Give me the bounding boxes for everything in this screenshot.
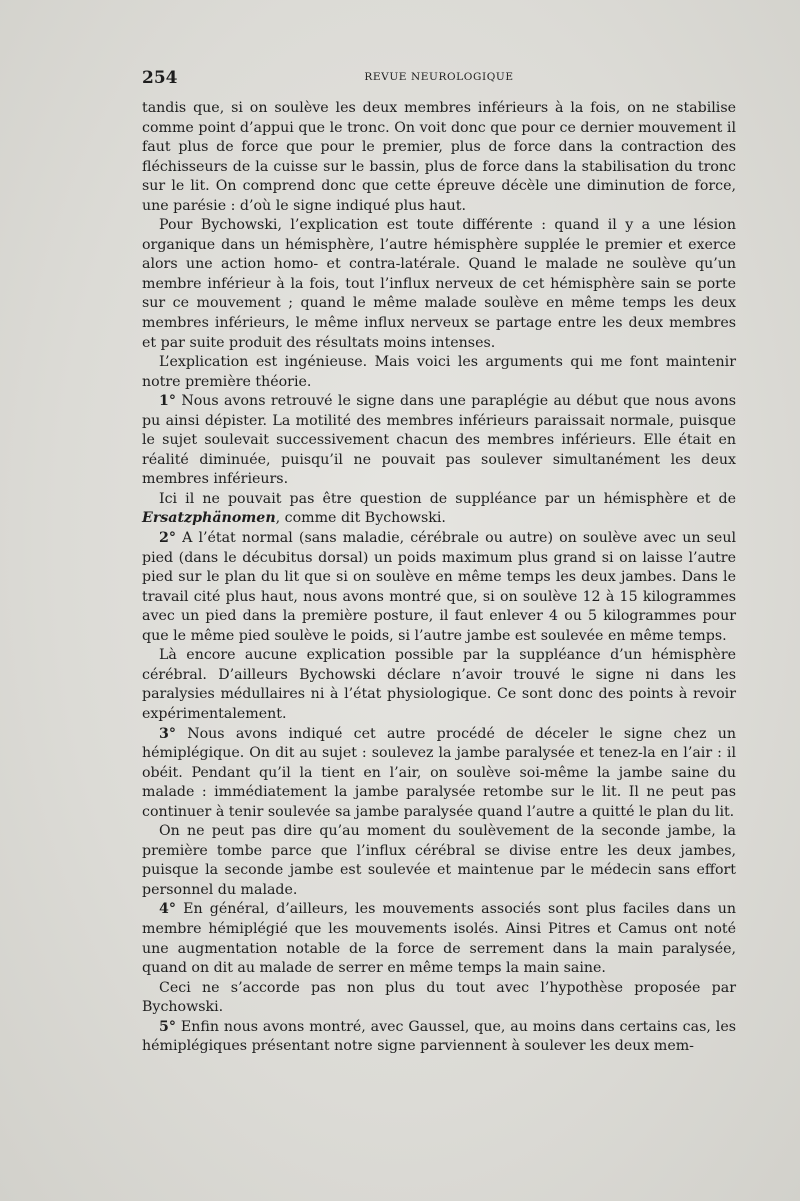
page-header [142, 68, 736, 90]
paragraph-text: Là encore aucune explication possible par la suppléance d’un hémisphère cérébral. D’ailleurs Bychowski déclare n’avoir trouvé le signe ni dans les paralysies médullaires ni à l’état physiologique. Ce sont donc des points à revoir expérimentalement. [142, 647, 736, 722]
paragraph [142, 392, 736, 490]
paragraph [142, 216, 736, 353]
list-number: 4° [159, 901, 176, 918]
paragraph-text: Enfin nous avons montré, avec Gaussel, que, au moins dans certains cas, les hémiplégiques présentant notre signe parviennent à soulever les deux mem- [142, 1018, 736, 1055]
paragraph [142, 725, 736, 823]
paragraph-text: Nous avons retrouvé le signe dans une paraplégie au début que nous avons pu ainsi dépister. La motilité des membres inférieurs paraissait normale, puisque le sujet soulevait successivement chacun des membres inférieurs. Elle était en réalité diminuée, puisqu’il ne pouvait pas soulever simultanément les deux membres inférieurs. [142, 393, 736, 488]
article-body [142, 99, 736, 1057]
paragraph [142, 900, 736, 978]
paragraph [142, 979, 736, 1018]
list-number: 5° [159, 1018, 176, 1035]
list-number: 1° [159, 393, 176, 410]
list-number: 3° [159, 725, 176, 742]
page-number: 254 [142, 68, 178, 88]
paragraph-text: tandis que, si on soulève les deux membres inférieurs à la fois, on ne stabilise comme point d’appui que le tronc. On voit donc que pour ce dernier mouvement il faut plus de force que pour le premier, plus de force dans la contraction des fléchisseurs de la cuisse sur le bassin, plus de force dans la stabilisation du tronc sur le lit. On comprend donc que cette épreuve décèle une diminution de force, une parésie : d’où le signe indiqué plus haut. [142, 100, 736, 214]
paragraph [142, 822, 736, 900]
paragraph [142, 353, 736, 392]
paragraph [142, 99, 736, 216]
paragraph-text: En général, d’ailleurs, les mouvements associés sont plus faciles dans un membre hémiplégié que les mouvements isolés. Ainsi Pitres et Camus ont noté une augmentation notable de la force de serrement dans la main paralysée, quand on dit au malade de serrer en même temps la main saine. [142, 901, 736, 977]
paragraph [142, 1018, 736, 1057]
paragraph [142, 529, 736, 646]
running-head: REVUE NEUROLOGIQUE [364, 71, 514, 83]
paragraph-text: Nous avons indiqué cet autre procédé de déceler le signe chez un hémiplégique. On dit au sujet : soulevez la jambe paralysée et tenez-la en l’air : il obéit. Pendant qu’il la tient en l’air, on soulève soi-même la jambe saine du malade : immédiatement la jambe paralysée retombe sur le lit. Il ne peut pas continuer à tenir soulevée sa jambe paralysée quand l’autre a quitté le plan du lit. [142, 725, 736, 820]
emphasized-term: Ersatzphänomen [142, 510, 276, 527]
paragraph-text: Pour Bychowski, l’explication est toute différente : quand il y a une lésion organique dans un hémisphère, l’autre hémisphère supplée le premier et exerce alors une action homo- et contra-latérale. Quand le malade ne soulève qu’un membre inférieur à la fois, tout l’influx nerveux de cet hémisphère sain se porte sur ce mouvement ; quand le même malade soulève en même temps les deux membres inférieurs, le même influx nerveux se partage entre les deux membres et par suite produit des résultats moins intenses. [142, 217, 736, 351]
paragraph-text: , comme dit Bychowski. [275, 510, 446, 527]
paragraph-text: Ceci ne s’accorde pas non plus du tout avec l’hypothèse proposée par Bychowski. [142, 979, 736, 1016]
paragraph [142, 490, 736, 529]
paragraph-text: On ne peut pas dire qu’au moment du soulèvement de la seconde jambe, la première tombe parce que l’influx cérébral se divise entre les deux jambes, puisque la seconde jambe est soulevée et maintenue par le médecin sans effort personnel du malade. [142, 823, 736, 898]
paragraph-text: Ici il ne pouvait pas être question de suppléance par un hémisphère et de [159, 490, 736, 507]
paragraph-text: L’explication est ingénieuse. Mais voici les arguments qui me font maintenir notre première théorie. [142, 354, 736, 390]
paragraph-text: A l’état normal (sans maladie, cérébrale ou autre) on soulève avec un seul pied (dans le décubitus dorsal) un poids maximum plus grand si on laisse l’autre pied sur le plan du lit que si on soulève en même temps les deux jambes. Dans le travail cité plus haut, nous avons montré que, si on soulève 12 à 15 kilogrammes avec un pied dans la première posture, il faut enlever 4 ou 5 kilogrammes pour que le même pied soulève le poids, si l’autre jambe est soulevée en même temps. [142, 530, 736, 644]
paragraph [142, 646, 736, 724]
list-number: 2° [159, 530, 176, 547]
